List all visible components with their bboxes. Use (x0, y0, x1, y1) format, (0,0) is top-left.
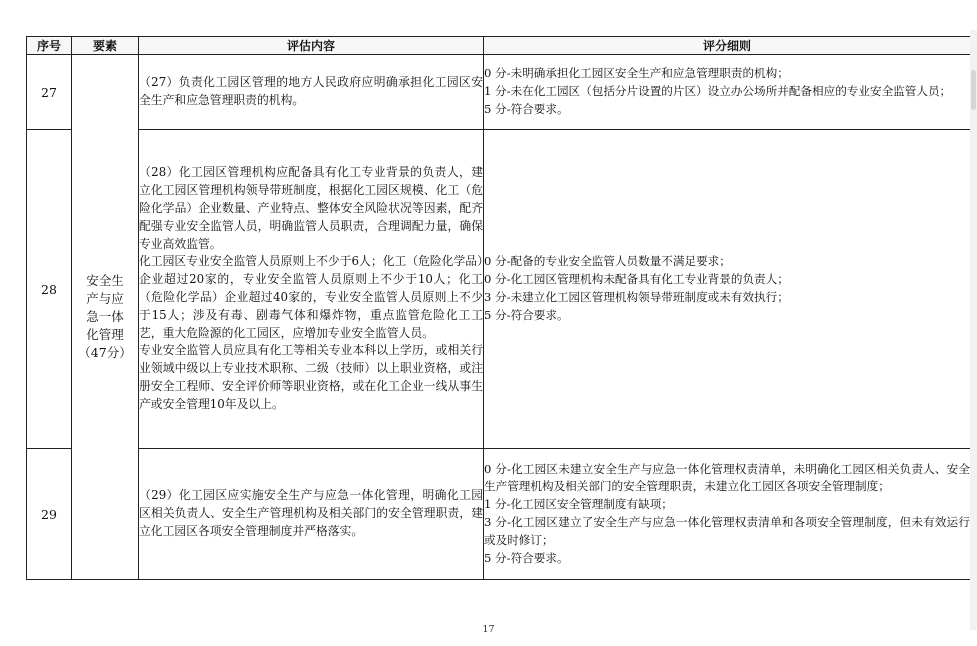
scrollbar-thumb[interactable] (971, 70, 976, 110)
assessment-table (26, 36, 971, 580)
element-cell (72, 55, 139, 580)
scrollbar[interactable] (970, 30, 977, 630)
scoring-line: 0 分-化工园区未建立安全生产与应急一体化管理权责清单，未明确化工园区相关负责人、安全生产管理机构及相关部门的安全管理职责，未建立化工园区各项安全管理制度； (484, 461, 970, 494)
element-line: 产与应 (86, 291, 124, 306)
scoring-line: 0 分-化工园区管理机构未配备具有化工专业背景的负责人； (484, 272, 789, 287)
scoring-line: 3 分-化工园区建立了安全生产与应急一体化管理权责清单和各项安全管理制度，但未有效运行或及时修订； (484, 515, 970, 547)
scoring-cell (484, 55, 971, 130)
scoring-line: 5 分-符合要求。 (484, 307, 569, 322)
scoring-line: 3 分-未建立化工园区管理机构领导带班制度或未有效执行； (484, 290, 789, 304)
content-paragraph: 专业安全监管人员应具有化工等相关专业本科以上学历，或相关行业领域中级以上专业技术职称、二级（技师）以上职业资格，或注册安全工程师、安全评价师等职业资格，或在化工企业一线从事生产或安全管理10年及以上。 (139, 343, 483, 411)
scoring-line: 5 分-符合要求。 (484, 101, 569, 116)
scoring-cell (484, 130, 971, 449)
content-cell (139, 55, 484, 130)
header-number: 序号 (27, 37, 72, 55)
header-element: 要素 (72, 37, 139, 55)
scoring-line: 1 分-未在化工园区（包括分片设置的片区）设立办公场所并配备相应的专业安全监管人员； (484, 84, 952, 99)
row-number: 29 (27, 449, 72, 580)
table-header-row (27, 37, 971, 55)
content-cell (139, 449, 484, 580)
page-number: 17 (482, 624, 495, 635)
content-cell (139, 130, 484, 449)
content-paragraph: （28）化工园区管理机构应配备具有化工专业背景的负责人，建立化工园区管理机构领导带班制度，根据化工园区规模、化工（危险化学品）企业数量、产业特点、整体安全风险状况等因素，配齐配强专业安全监管人员，明确监管人员职责，合理调配力量，确保专业高效监管。 (139, 165, 483, 251)
table-row (27, 55, 971, 130)
scoring-line: 0 分-配备的专业安全监管人员数量不满足要求； (484, 254, 731, 269)
row-number: 27 (27, 55, 72, 130)
element-line: 安全生 (86, 273, 124, 288)
row-number: 28 (27, 130, 72, 449)
header-scoring: 评分细则 (484, 37, 971, 55)
scoring-line: 0 分-未明确承担化工园区安全生产和应急管理职责的机构； (484, 66, 789, 81)
scoring-line: 5 分-符合要求。 (484, 550, 569, 565)
element-line: 急一体 (86, 309, 124, 324)
content-paragraph: （27）负责化工园区管理的地方人民政府应明确承担化工园区安全生产和应急管理职责的机构。 (139, 75, 483, 107)
content-paragraph: （29）化工园区应实施安全生产与应急一体化管理，明确化工园区相关负责人、安全生产管理机构及相关部门的安全管理职责，建立化工园区各项安全管理制度并严格落实。 (139, 488, 483, 538)
scoring-cell (484, 449, 971, 580)
table-row (27, 449, 971, 580)
content-paragraph: 化工园区专业安全监管人员原则上不少于6人；化工（危险化学品）企业超过20家的，专业安全监管人员原则上不少于10人；化工（危险化学品）企业超过40家的，专业安全监管人员原则上不少于15人；涉及有毒、剧毒气体和爆炸物，重点监管危险化工工艺，重大危险源的化工园区，应增加专业安全监管人员。 (139, 254, 483, 340)
table-row (27, 130, 971, 449)
element-line: （47分） (78, 345, 132, 360)
scoring-line: 1 分-化工园区安全管理制度有缺项； (484, 497, 673, 512)
header-content: 评估内容 (139, 37, 484, 55)
element-line: 化管理 (86, 327, 124, 342)
